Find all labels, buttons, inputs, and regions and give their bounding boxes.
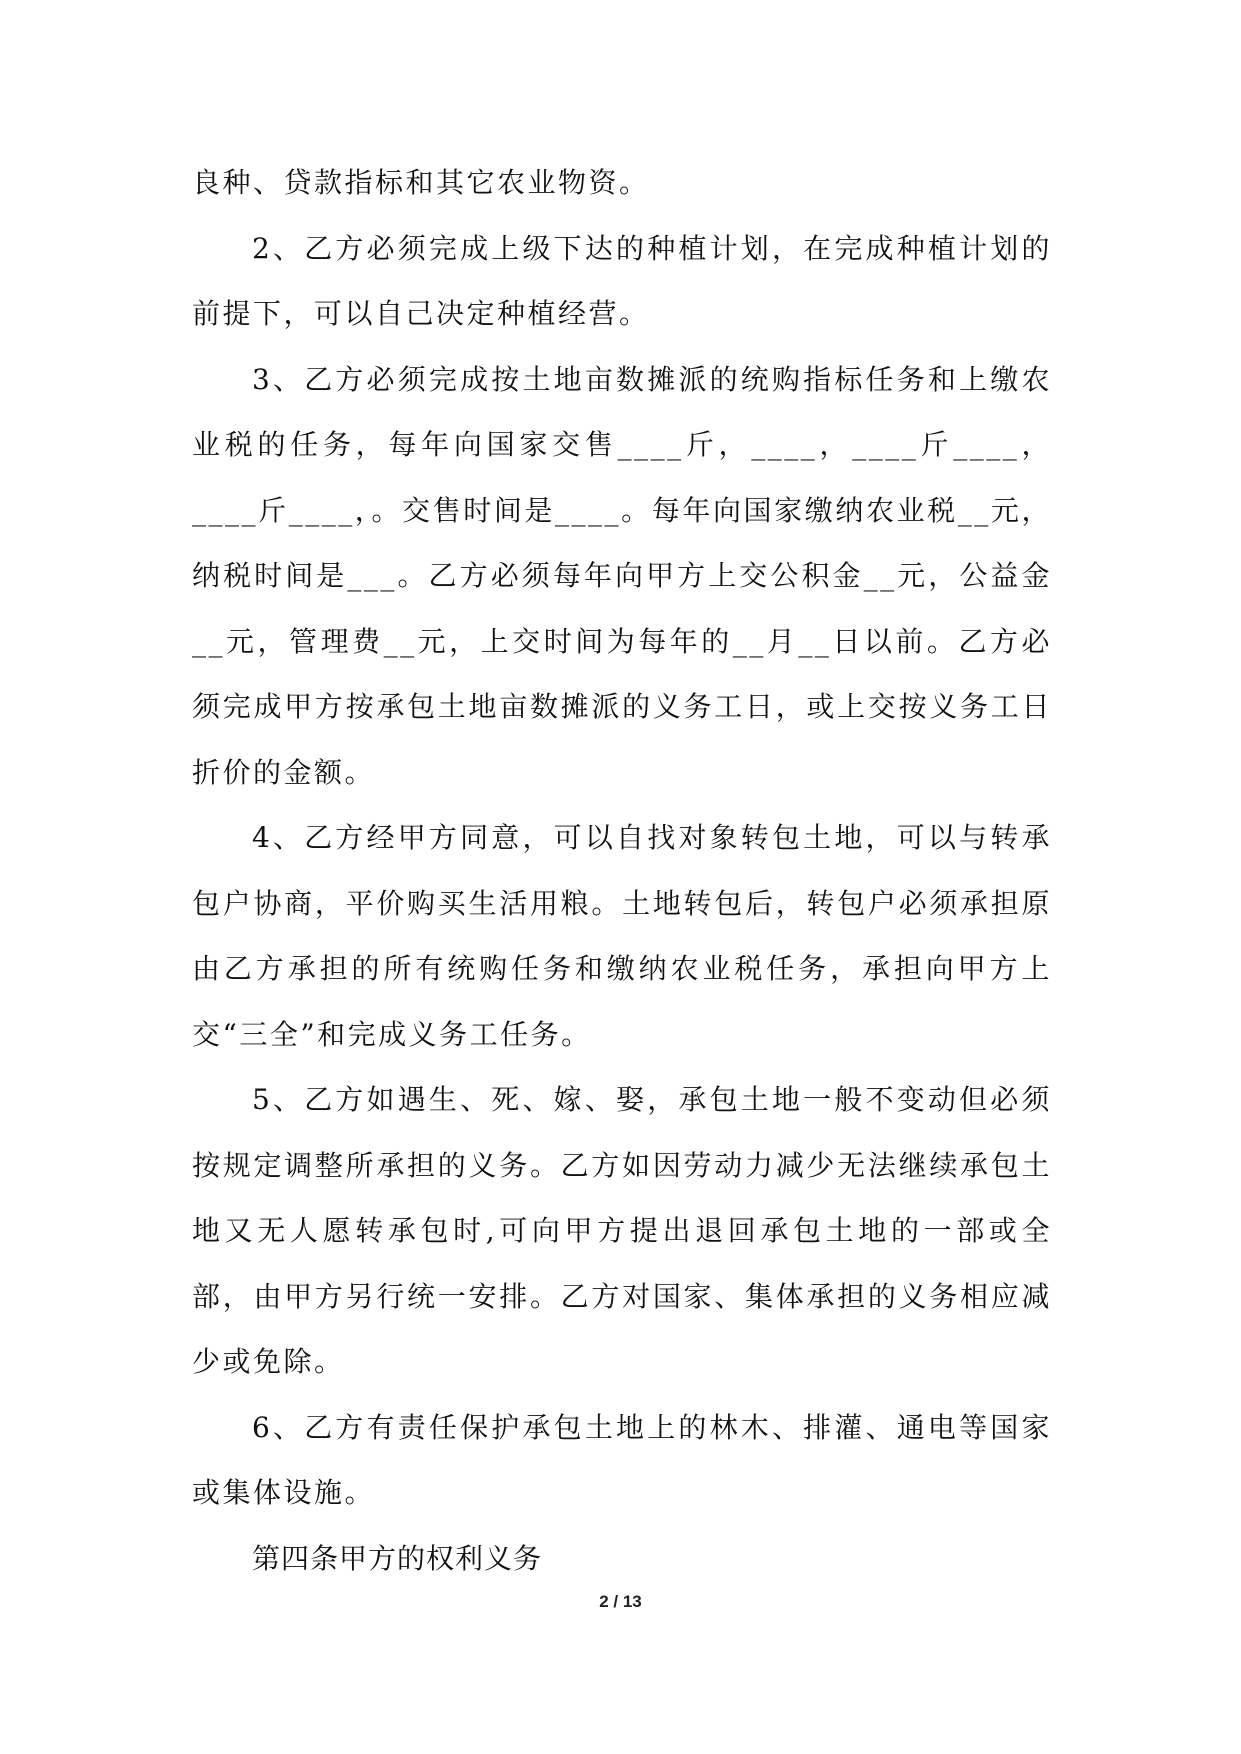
paragraph-item-6: 6、乙方有责任保护承包土地上的林木、排灌、通电等国家或集体设施。 — [192, 1410, 1052, 1509]
paragraph-continuation: 良种、贷款指标和其它农业物资。 — [192, 166, 650, 199]
section-heading: 第四条甲方的权利义务 — [252, 1541, 543, 1575]
paragraph-item-3: 3、乙方必须完成按土地亩数摊派的统购指标任务和上缴农业税的任务，每年向国家交售____斤，____，____斤____，____斤____，。交售时间是____。每年向国家缴纳农业税__元，纳税时间是___。乙方必须每年向甲方上交公积金__元，公益金__元，管理费__元，上交时间为每年的__月__日以前。乙方必须完成甲方按承包土地亩数摊派的义务工日，或上交按义务工日折价的金额。 — [192, 362, 1052, 789]
paragraph-item-4: 4、乙方经甲方同意，可以自找对象转包土地，可以与转承包户协商，平价购买生活用粮。土地转包后，转包户必须承担原由乙方承担的所有统购任务和缴纳农业税任务，承担向甲方上交“三全”和完成义务工任务。 — [192, 821, 1052, 1051]
paragraph-item-5: 5、乙方如遇生、死、嫁、娶，承包土地一般不变动但必须按规定调整所承担的义务。乙方如因劳动力减少无法继续承包土地又无人愿转承包时,可向甲方提出退回承包土地的一部或全部，由甲方另行统一安排。乙方对国家、集体承担的义务相应减少或免除。 — [192, 1083, 1052, 1378]
paragraph-item-2: 2、乙方必须完成上级下达的种植计划，在完成种植计划的前提下，可以自己决定种植经营。 — [192, 231, 1052, 330]
page-number: 2 / 13 — [599, 1592, 642, 1611]
document-body — [192, 150, 1052, 1591]
